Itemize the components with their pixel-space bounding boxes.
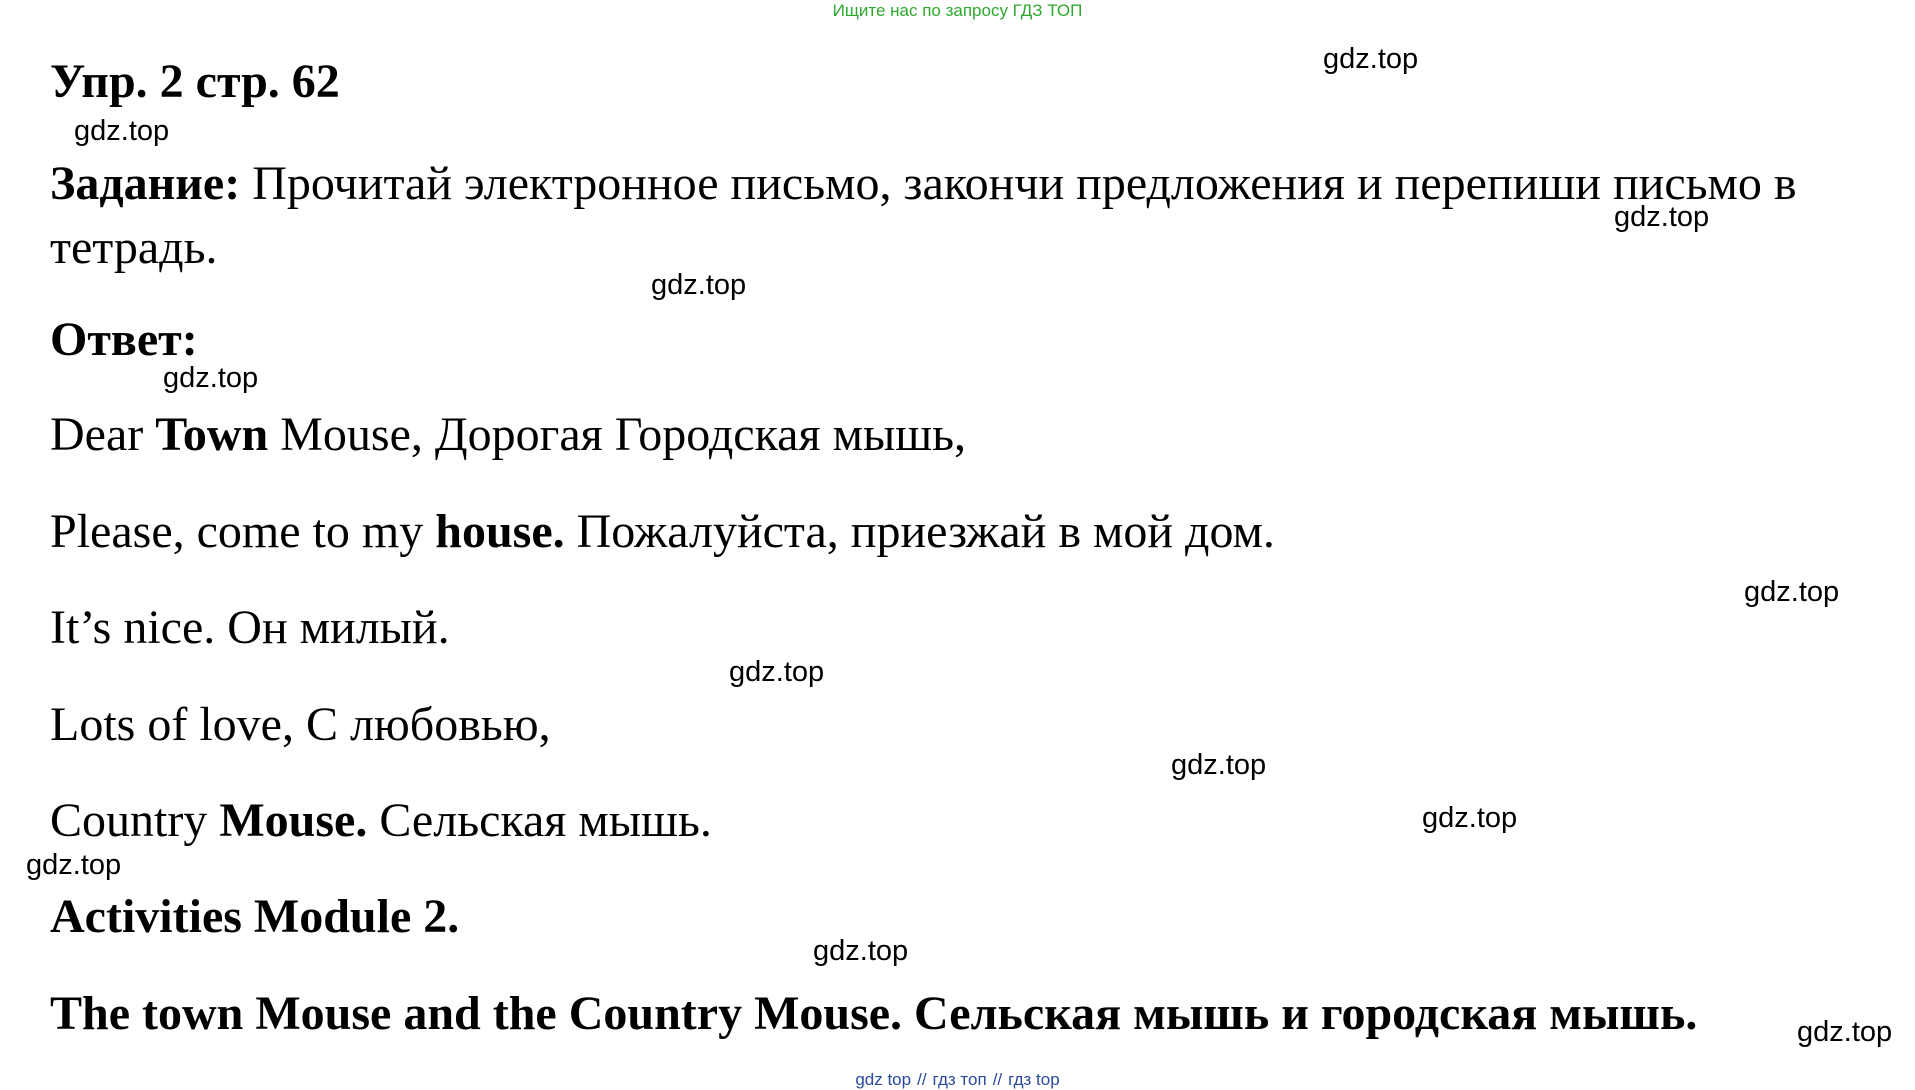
answer-label: Ответ: (50, 313, 198, 366)
footer-separator: // (917, 1070, 927, 1089)
top-banner-link[interactable]: Ищите нас по запросу ГДЗ ТОП (832, 1, 1083, 20)
letter-text: Lots of love, С любовью, (50, 698, 551, 751)
footer-link-gdz-top-mixed[interactable]: гдз top (1008, 1070, 1060, 1089)
watermark: gdz.top (1744, 576, 1840, 608)
letter-line-greeting (50, 405, 966, 465)
letter-text: Mouse, Дорогая Городская мышь, (268, 408, 967, 461)
letter-text: Пожалуйста, приезжай в мой дом. (564, 505, 1275, 558)
watermark: gdz.top (163, 362, 259, 394)
task-label: Задание: (50, 157, 241, 210)
task-text: Прочитай электронное письмо, закончи предложения и перепиши письмо в тетрадь. (50, 157, 1797, 274)
watermark: gdz.top (26, 849, 122, 881)
letter-answer-word: Mouse. (219, 794, 368, 847)
footer-separator: // (992, 1070, 1003, 1089)
story-title: The town Mouse and the Country Mouse. Сельская мышь и городская мышь. (50, 987, 1698, 1040)
footer-links (0, 1070, 1915, 1090)
letter-answer-word: house. (435, 505, 565, 558)
watermark: gdz.top (1797, 1016, 1893, 1048)
footer-link-gdz-top[interactable]: gdz top (855, 1070, 912, 1089)
letter-text: Сельская мышь. (367, 794, 712, 847)
section-title: Activities Module 2. (50, 890, 460, 943)
letter-answer-word: Town (155, 408, 269, 461)
watermark: gdz.top (74, 115, 170, 147)
letter-line-signature (50, 791, 712, 851)
watermark: gdz.top (1323, 43, 1419, 75)
watermark: gdz.top (1171, 749, 1267, 781)
letter-line-invite (50, 502, 1275, 562)
letter-text: Country (50, 794, 220, 847)
watermark: gdz.top (1422, 802, 1518, 834)
watermark: gdz.top (651, 269, 747, 301)
letter-line-nice (50, 598, 450, 658)
watermark: gdz.top (729, 656, 825, 688)
letter-text: Please, come to my (50, 505, 436, 558)
exercise-heading: Упр. 2 стр. 62 (50, 55, 340, 108)
letter-text: Dear (50, 408, 156, 461)
watermark: gdz.top (1614, 201, 1710, 233)
footer-link-gdz-top-ru[interactable]: гдз топ (932, 1070, 987, 1089)
watermark: gdz.top (813, 935, 909, 967)
letter-line-closing (50, 695, 551, 755)
letter-text: It’s nice. Он милый. (50, 601, 450, 654)
